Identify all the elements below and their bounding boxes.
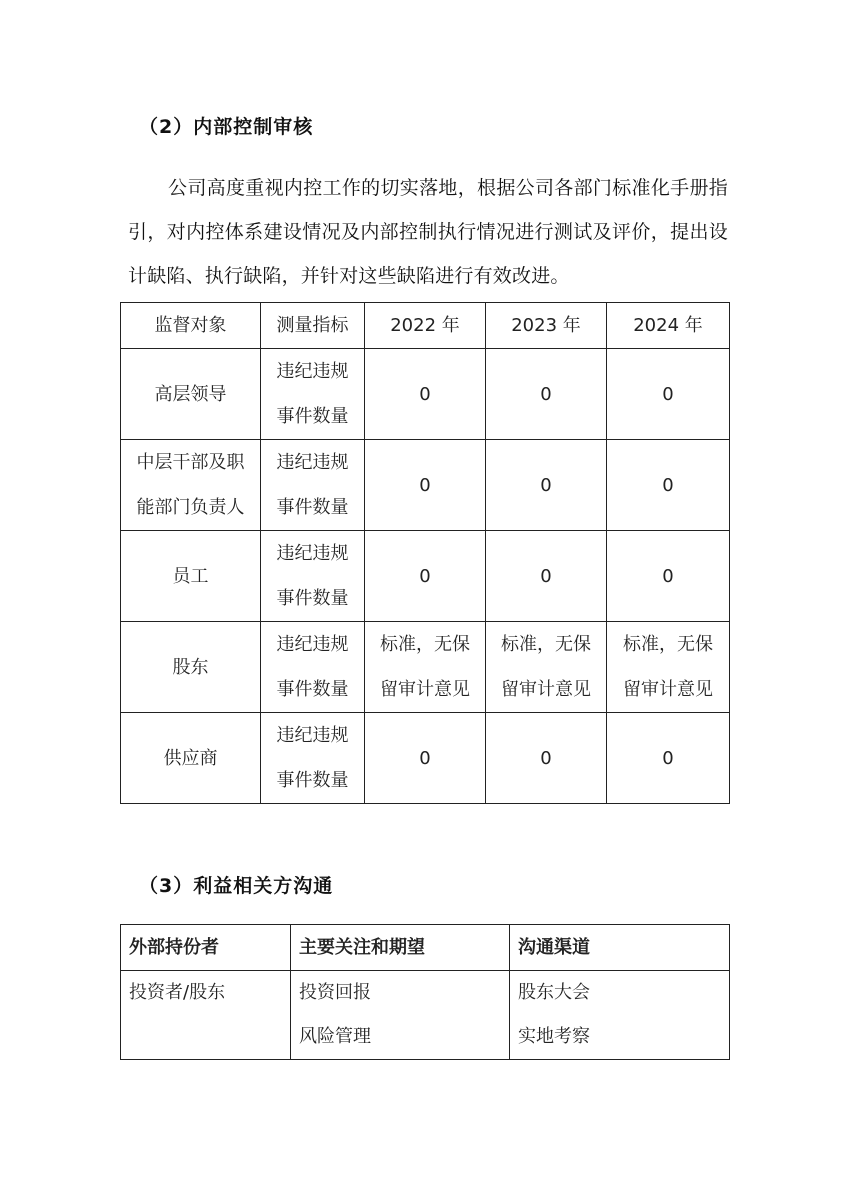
value-2024-cell-text: 0 <box>662 383 674 405</box>
value-2022-cell <box>365 349 486 440</box>
stakeholder-cell-text: 投资者/股东 <box>129 982 226 1003</box>
channels-cell-text: 实地考察 <box>518 1026 590 1047</box>
table-header-row <box>121 303 730 349</box>
value-2022-cell-text: 0 <box>419 747 431 769</box>
value-2024-cell <box>607 440 730 531</box>
supervision-target-cell-text: 员工 <box>172 565 209 587</box>
value-2023-cell <box>486 349 607 440</box>
supervision-target-cell <box>121 440 261 531</box>
value-2024-cell <box>607 531 730 622</box>
metric-cell-text: 违纪违规 <box>276 543 349 564</box>
section-2-heading: （2）内部控制审核 <box>139 116 314 138</box>
value-2022-cell-text: 留审计意见 <box>380 679 470 700</box>
section-3-heading: （3）利益相关方沟通 <box>139 875 334 897</box>
metric-cell-text: 事件数量 <box>276 770 349 791</box>
supervision-target-cell <box>121 531 261 622</box>
supervision-target-cell <box>121 349 261 440</box>
value-2022-cell-text: 0 <box>419 383 431 405</box>
value-2023-cell-text: 0 <box>540 565 552 587</box>
metric-cell-text: 事件数量 <box>276 679 349 700</box>
metric-cell-text: 违纪违规 <box>276 634 349 655</box>
table-row <box>121 349 730 440</box>
section-2-paragraph: 公司高度重视内控工作的切实落地，根据公司各部门标准化手册指引，对内控体系建设情况及内部控制执行情况进行测试及评价，提出设计缺陷、执行缺陷，并针对这些缺陷进行有效改进。 <box>128 177 728 287</box>
metric-cell-text: 事件数量 <box>276 406 349 427</box>
value-2024-cell-text: 0 <box>662 474 674 496</box>
metric-cell-text: 违纪违规 <box>276 452 349 473</box>
channels-cell-text: 股东大会 <box>518 982 590 1003</box>
supervision-target-cell-text: 能部门负责人 <box>136 497 245 518</box>
column-header <box>486 303 607 349</box>
metric-cell <box>261 531 365 622</box>
column-header-text: 主要关注和期望 <box>299 936 425 958</box>
column-header <box>510 925 730 971</box>
value-2022-cell <box>365 622 486 713</box>
concerns-cell-text: 风险管理 <box>299 1026 371 1047</box>
table-row <box>121 440 730 531</box>
value-2024-cell <box>607 622 730 713</box>
metric-cell-text: 违纪违规 <box>276 725 349 746</box>
value-2022-cell-text: 标准，无保 <box>380 634 470 655</box>
column-header-text: 沟通渠道 <box>518 936 590 958</box>
supervision-target-cell-text: 中层干部及职 <box>136 452 245 473</box>
supervision-target-cell-text: 高层领导 <box>154 383 227 405</box>
supervision-target-cell-text: 供应商 <box>163 747 218 769</box>
metric-cell-text: 违纪违规 <box>276 361 349 382</box>
value-2023-cell-text: 0 <box>540 747 552 769</box>
table-row <box>121 531 730 622</box>
value-2024-cell-text: 0 <box>662 565 674 587</box>
value-2022-cell <box>365 531 486 622</box>
value-2023-cell-text: 标准，无保 <box>501 634 591 655</box>
value-2023-cell <box>486 622 607 713</box>
value-2024-cell <box>607 713 730 804</box>
value-2023-cell-text: 留审计意见 <box>501 679 591 700</box>
column-header-text: 2023 年 <box>511 315 581 336</box>
metric-cell <box>261 713 365 804</box>
metric-cell <box>261 349 365 440</box>
column-header <box>291 925 510 971</box>
channels-cell <box>510 971 730 1060</box>
column-header-text: 2022 年 <box>390 315 460 336</box>
column-header <box>607 303 730 349</box>
column-header <box>365 303 486 349</box>
table-row <box>121 622 730 713</box>
value-2022-cell <box>365 440 486 531</box>
value-2024-cell <box>607 349 730 440</box>
supervision-target-cell-text: 股东 <box>172 656 209 678</box>
metric-cell <box>261 622 365 713</box>
column-header-text: 测量指标 <box>276 315 349 336</box>
column-header-text: 监督对象 <box>154 315 227 336</box>
value-2022-cell-text: 0 <box>419 474 431 496</box>
column-header-text: 2024 年 <box>633 315 703 336</box>
value-2023-cell <box>486 713 607 804</box>
value-2022-cell <box>365 713 486 804</box>
value-2024-cell-text: 标准，无保 <box>623 634 713 655</box>
table-header-row <box>121 925 730 971</box>
value-2024-cell-text: 留审计意见 <box>623 679 713 700</box>
metric-cell-text: 事件数量 <box>276 497 349 518</box>
supervision-target-cell <box>121 713 261 804</box>
value-2023-cell-text: 0 <box>540 383 552 405</box>
stakeholder-communication-table <box>120 924 730 1060</box>
internal-control-table <box>120 302 730 804</box>
stakeholder-cell <box>121 971 291 1060</box>
table-row <box>121 971 730 1060</box>
value-2024-cell-text: 0 <box>662 747 674 769</box>
concerns-cell-text: 投资回报 <box>299 982 371 1003</box>
metric-cell-text: 事件数量 <box>276 588 349 609</box>
table-row <box>121 713 730 804</box>
value-2022-cell-text: 0 <box>419 565 431 587</box>
value-2023-cell-text: 0 <box>540 474 552 496</box>
metric-cell <box>261 440 365 531</box>
column-header <box>261 303 365 349</box>
column-header-text: 外部持份者 <box>129 936 219 958</box>
column-header <box>121 303 261 349</box>
value-2023-cell <box>486 531 607 622</box>
column-header <box>121 925 291 971</box>
supervision-target-cell <box>121 622 261 713</box>
concerns-cell <box>291 971 510 1060</box>
value-2023-cell <box>486 440 607 531</box>
